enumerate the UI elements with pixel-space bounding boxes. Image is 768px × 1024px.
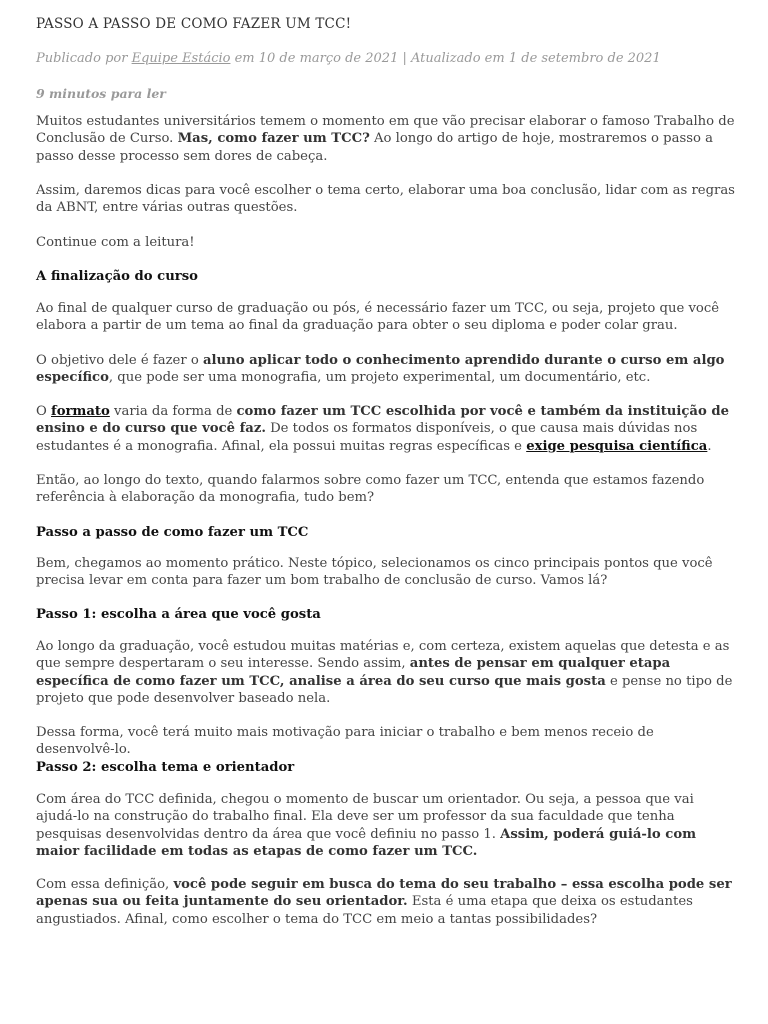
bold-text: Assim, poderá guiá-lo com maior facilidade em todas as etapas de como fazer um TCC. xyxy=(36,826,697,859)
text: Ao longo do artigo de hoje, mostraremos o passo a passo desse processo sem dores de cabeça. xyxy=(36,131,714,164)
bold-text: você pode seguir em busca do tema do seu trabalho – essa escolha pode ser apenas sua ou feita juntamente do seu orientador. xyxy=(36,877,732,910)
paragraph-tips: Assim, daremos dicas para você escolher o tema certo, elaborar uma boa conclusão, lidar com as regras da ABNT, entre várias outras questões. xyxy=(36,183,735,216)
paragraph-passo-1 xyxy=(36,638,736,707)
paragraph-continue: Continue com a leitura! xyxy=(36,235,195,250)
pesquisa-cientifica-link[interactable]: exige pesquisa científica xyxy=(526,438,708,454)
paragraph-pratico: Bem, chegamos ao momento prático. Neste tópico, selecionamos os cinco principais pontos que você precisa levar em conta para fazer um bom trabalho de conclusão de curso. Vamos lá? xyxy=(36,556,713,589)
bold-text: antes de pensar em qualquer etapa específica de como fazer um TCC, analise a área do seu curso que mais gosta xyxy=(36,656,671,689)
text: varia da forma de xyxy=(109,404,237,419)
section-heading-passo-1: Passo 1: escolha a área que você gosta xyxy=(36,607,321,622)
text: . xyxy=(707,438,712,454)
section-heading-finalizacao: A finalização do curso xyxy=(36,269,198,284)
bold-text: como fazer um TCC escolhida por você e também da instituição de ensino e do curso que você faz. xyxy=(36,404,729,437)
paragraph-tcc-definition: Ao final de qualquer curso de graduação ou pós, é necessário fazer um TCC, ou seja, projeto que você elabora a partir de um tema ao final da graduação para obter o seu diploma e poder colar grau. xyxy=(36,301,720,334)
section-heading-passo-a-passo: Passo a passo de como fazer um TCC xyxy=(36,525,309,540)
text: Ao longo da graduação, você estudou muitas matérias e, com certeza, existem aquelas que detesta e as que sempre despertaram o seu interesse. Sendo assim, xyxy=(36,639,730,672)
text: Muitos estudantes universitários temem o momento em que vão precisar elaborar o famoso Trabalho de Conclusão de Curso. xyxy=(36,114,735,147)
text: O objetivo dele é fazer o xyxy=(36,353,203,368)
formato-link[interactable]: formato xyxy=(51,404,110,419)
bold-text: aluno aplicar todo o conhecimento aprendido durante o curso em algo específico xyxy=(36,353,725,386)
text: Com área do TCC definida, chegou o momento de buscar um orientador. Ou seja, a pessoa que vai ajudá-lo na construção do trabalho final. Ela deve ser um professor da sua faculdade que tenha pesquisas desenvolvidas dentro da área que você definiu no passo 1. xyxy=(36,792,694,842)
author-link[interactable]: Equipe Estácio xyxy=(131,51,231,66)
paragraph-orientador xyxy=(36,791,736,860)
article-title: PASSO A PASSO DE COMO FAZER UM TCC! xyxy=(36,16,352,32)
text: Esta é uma etapa que deixa os estudantes angustiados. Afinal, como escolher o tema do TCC em meio a tantas possibilidades? xyxy=(36,894,693,927)
paragraph-intro xyxy=(36,113,736,165)
section-heading-passo-2: Passo 2: escolha tema e orientador xyxy=(36,760,295,775)
text: Com essa definição, xyxy=(36,877,174,892)
meta-dates: em 10 de março de 2021 | Atualizado em 1 de setembro de 2021 xyxy=(230,51,661,66)
read-time: 9 minutos para ler xyxy=(36,86,166,101)
paragraph-monografia: Então, ao longo do texto, quando falarmos sobre como fazer um TCC, entenda que estamos fazendo referência à elaboração da monografia, tudo bem? xyxy=(36,473,705,506)
text: De todos os formatos disponíveis, o que causa mais dúvidas nos estudantes é a monografia. Afinal, ela possui muitas regras específicas e xyxy=(36,421,698,454)
article-meta xyxy=(36,51,661,66)
paragraph-motivacao: Dessa forma, você terá muito mais motivação para iniciar o trabalho e bem menos receio de desenvolvê-lo. xyxy=(36,725,654,758)
bold-text: Mas, como fazer um TCC? xyxy=(177,131,370,147)
meta-published-prefix: Publicado por xyxy=(36,51,132,66)
paragraph-objective xyxy=(36,352,736,387)
text: O xyxy=(36,404,52,419)
paragraph-format xyxy=(36,403,736,455)
text: e pense no tipo de projeto que pode desenvolver baseado nela. xyxy=(36,673,733,706)
paragraph-tema xyxy=(36,876,736,928)
text: , que pode ser uma monografia, um projeto experimental, um documentário, etc. xyxy=(108,370,651,386)
